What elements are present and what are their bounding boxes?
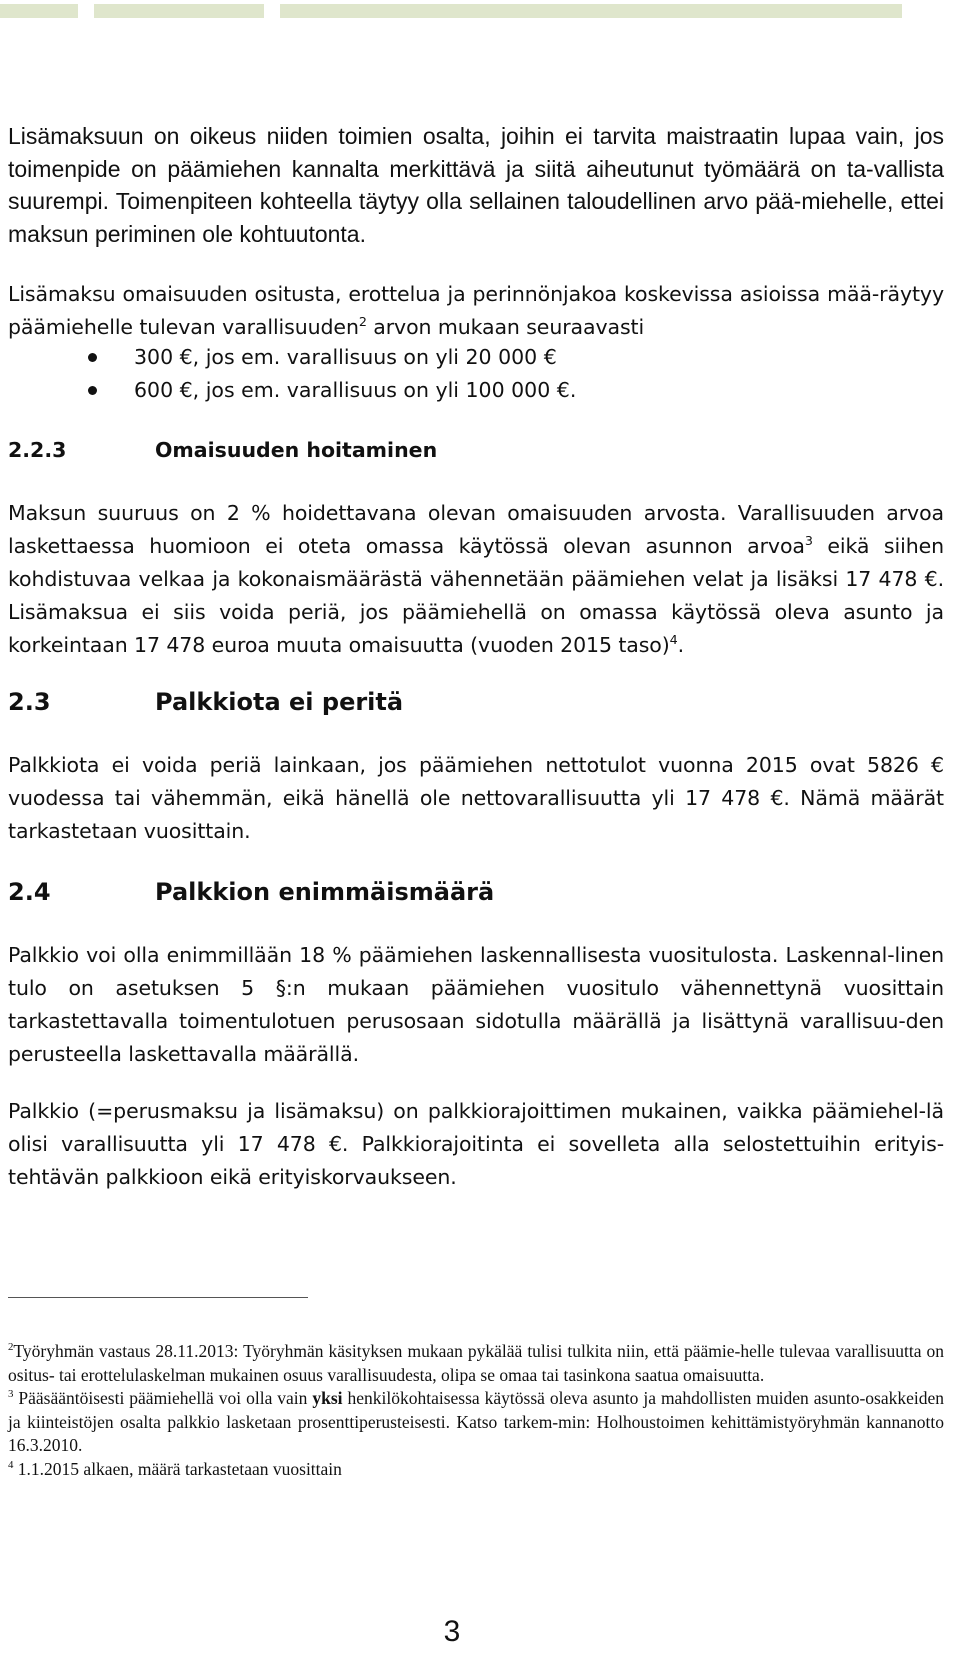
list-item [8,341,944,374]
footnote-ref-3[interactable]: 3 [804,532,813,548]
header-bar-1 [0,4,78,18]
header-bar-3 [280,4,902,18]
paragraph-palkkion-enimmaismaara: Palkkio voi olla enimmillään 18 % päämiehen laskennallisesta vuositulosta. Laskennal-linen tulo on asetuksen 5 §:n mukaan päämiehen vuositulo vähennettynä vuosittain tarkastettavalla toimentulotuen perusosaan sidotulla määrällä ja lisättynä varallisuu-den perusteella laskettavalla määrällä. [8,943,944,1066]
paragraph-text: Maksun suuruus on 2 % hoidettavana olevan omaisuuden arvosta. Varallisuuden arvoa laskettaessa huomioon ei oteta omassa käytössä olevan asunnon arvoa [8,501,944,558]
paragraph-lisamaksu-ositus [8,278,944,344]
bullet-icon [88,353,97,362]
footnote-text: Pääsääntöisesti päämiehellä voi olla vain [13,1388,313,1408]
paragraph-lisamaksu-oikeus: Lisämaksuun on oikeus niiden toimien osalta, joihin ei tarvita maistraatin lupaa vain, jos toimenpide on päämiehen kannalta merkittävä ja siitä aiheutunut työmäärä on ta-vallista suurempi. Toimenpiteen kohteella täytyy olla sellainen taloudellinen arvo pää-miehelle, ettei maksun periminen ole kohtuutonta. [8,123,944,247]
header-bar-2 [94,4,264,18]
footnote-text: henkilökohtaisessa käytössä oleva asunto ja mahdollisten muiden asunto-osakkeiden ja kiinteistöjen osalta palkkio lasketaan prosenttiperusteisesti. Katso tarkem-min: Holhoustoimen kehittämistyöryhmän kannanotto 16.3.2010. [8,1388,944,1455]
page-number: 3 [443,1615,461,1648]
list-item-text: 600 €, jos em. varallisuus on yli 100 000 €. [134,378,577,402]
footnote-2 [8,1340,944,1387]
footnote-text: Työryhmän vastaus 28.11.2013: Työryhmän käsityksen mukaan pykälää tulisi tulkita niin, että päämie-helle tulevaa varallisuutta on ositus- tai erottelulaskelman mukainen osuus varallisuudesta, olipa se omaa tai tasinkona saatua omaisuutta. [8,1341,944,1385]
bullet-icon [88,386,97,395]
header-decoration [0,4,960,18]
section-number: 2.3 [8,688,51,716]
footnote-ref-2[interactable]: 2 [358,313,367,329]
footnote-text: 1.1.2015 alkaen, määrä tarkastetaan vuosittain [13,1458,342,1479]
footnotes [8,1340,944,1481]
list-item-text: 300 €, jos em. varallisuus on yli 20 000 € [134,345,557,369]
section-heading-23 [8,684,944,720]
paragraph-text: Lisämaksu omaisuuden ositusta, erottelua ja perinnönjakoa koskevissa asioissa mää-räytyy päämiehelle tulevan varallisuuden [8,282,944,339]
section-title: Palkkiota ei peritä [155,688,404,716]
list-item [8,374,944,407]
section-heading-24 [8,874,944,910]
paragraph-palkkiota-ei-perita: Palkkiota ei voida periä lainkaan, jos päämiehen nettotulot vuonna 2015 ovat 5826 € vuodessa tai vähemmän, eikä hänellä ole nettovarallisuutta yli 17 478 €. Nämä määrät tarkastetaan vuosittain. [8,753,944,843]
footnote-ref-4[interactable]: 4 [669,631,678,647]
paragraph-text: arvon mukaan seuraavasti [366,315,645,339]
section-number: 2.2.3 [8,438,67,462]
paragraph-text: . [677,633,685,657]
paragraph-palkkiorajoitin: Palkkio (=perusmaksu ja lisämaksu) on palkkiorajoittimen mukainen, vaikka päämiehel-lä olisi varallisuutta yli 17 478 €. Palkkiorajoitinta ei sovelleta alla selostettuihin erityis-tehtävän palkkioon eikä erityiskorvaukseen. [8,1099,944,1189]
footnote-mark: 4 [8,1458,14,1471]
footnote-bold-text: yksi [312,1388,343,1408]
section-number: 2.4 [8,878,51,906]
section-title: Palkkion enimmäismäärä [155,878,495,906]
footnote-mark: 2 [8,1340,14,1353]
paragraph-text: eikä siihen kohdistuvaa velkaa ja kokonaismäärästä vähennetään päämiehen velat ja lisäksi 17 478 €. Lisämaksua ei siis voida periä, jos päämiehellä on omassa käytössä oleva asunto ja korkeintaan 17 478 euroa muuta omaisuutta (vuoden 2015 taso) [8,534,944,657]
section-heading-223 [8,434,944,466]
footnote-3 [8,1387,944,1458]
section-title: Omaisuuden hoitaminen [155,438,438,462]
paragraph-omaisuuden-hoitaminen [8,497,944,662]
fee-bullet-list [8,341,944,407]
footnote-mark: 3 [8,1387,14,1400]
footnote-separator [8,1297,308,1298]
footnote-4 [8,1458,944,1482]
